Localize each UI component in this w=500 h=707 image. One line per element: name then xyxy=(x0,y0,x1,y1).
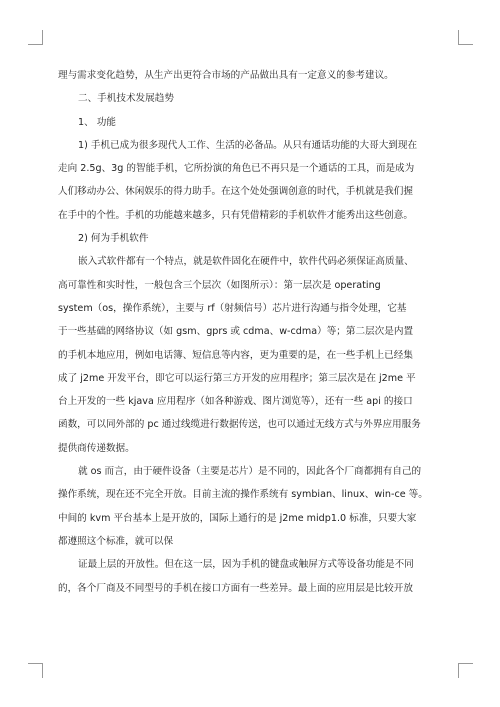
text-line: 都遵照这个标准，就可以保 xyxy=(58,535,174,547)
document-body xyxy=(58,64,450,600)
text-line: 就 os 而言，由于硬件设备（主要是芯片）是不同的，因此各个厂商都拥有自己的 xyxy=(78,466,422,478)
crop-mark-top-left xyxy=(28,30,43,45)
text-line: system（os，操作系统），主要与 rf（射频信号）芯片进行沟通与指令处理，它基 xyxy=(58,302,407,314)
text-line: 嵌入式软件都有一个特点，就是软件固化在硬件中，软件代码必须保证高质量、 xyxy=(78,256,414,268)
subsection-heading: 1、 功能 xyxy=(78,116,116,128)
section-heading: 二、手机技术发展趋势 xyxy=(78,93,174,105)
text-line: 走向 2.5g、3g 的智能手机，它所扮演的角色已不再只是一个通话的工具，而是成为 xyxy=(58,163,415,175)
text-line: 高可靠性和实时性，一般包含三个层次（如图所示）：第一层次是 operating xyxy=(58,279,381,291)
text-line: 提供商传递数据。 xyxy=(58,442,135,454)
text-line: 在手中的个性。手机的功能越来越多，只有凭借精彩的手机软件才能秀出这些创意。 xyxy=(58,209,413,221)
subsection-heading: 2) 何为手机软件 xyxy=(78,233,149,245)
crop-mark-bottom-left xyxy=(28,663,43,678)
text-line: 中间的 kvm 平台基本上是开放的，国际上通行的是 j2me midp1.0 标准，只要大家 xyxy=(58,512,417,524)
text-line: 台上开发的一些 kjava 应用程序（如各种游戏、图片浏览等），还有一些 api 的接口 xyxy=(58,396,413,408)
text-line: 1) 手机已成为很多现代人工作、生活的必备品。从只有通话功能的大哥大到现在 xyxy=(78,139,418,151)
crop-mark-top-right xyxy=(458,30,473,45)
text-line: 操作系统，现在还不完全开放。目前主流的操作系统有 symbian、linux、win-ce 等。 xyxy=(58,489,428,501)
text-line: 于一些基础的网络协议（如 gsm、gprs 或 cdma、w-cdma）等；第二层次是内置 xyxy=(58,326,414,338)
text-line: 成了 j2me 开发平台，即它可以运行第三方开发的应用程序；第三层次是在 j2me 平 xyxy=(58,372,416,384)
text-line: 的手机本地应用，例如电话簿、短信息等内容，更为重要的是，在一些手机上已经集 xyxy=(58,349,413,361)
text-line: 的，各个厂商及不同型号的手机在接口方面有一些差异。最上面的应用层是比较开放 xyxy=(58,582,413,594)
text-line: 证最上层的开放性。但在这一层，因为手机的键盘或触屏方式等设备功能是不同 xyxy=(78,559,414,571)
text-line: 人们移动办公、休闲娱乐的得力助手。在这个处处强调创意的时代，手机就是我们握 xyxy=(58,186,413,198)
text-line: 理与需求变化趋势，从生产出更符合市场的产品做出具有一定意义的参考建议。 xyxy=(58,70,394,81)
text-line: 函数，可以同外部的 pc 通过线缆进行数据传送，也可以通过无线方式与外界应用服务 xyxy=(58,419,421,431)
crop-mark-bottom-right xyxy=(458,663,473,678)
